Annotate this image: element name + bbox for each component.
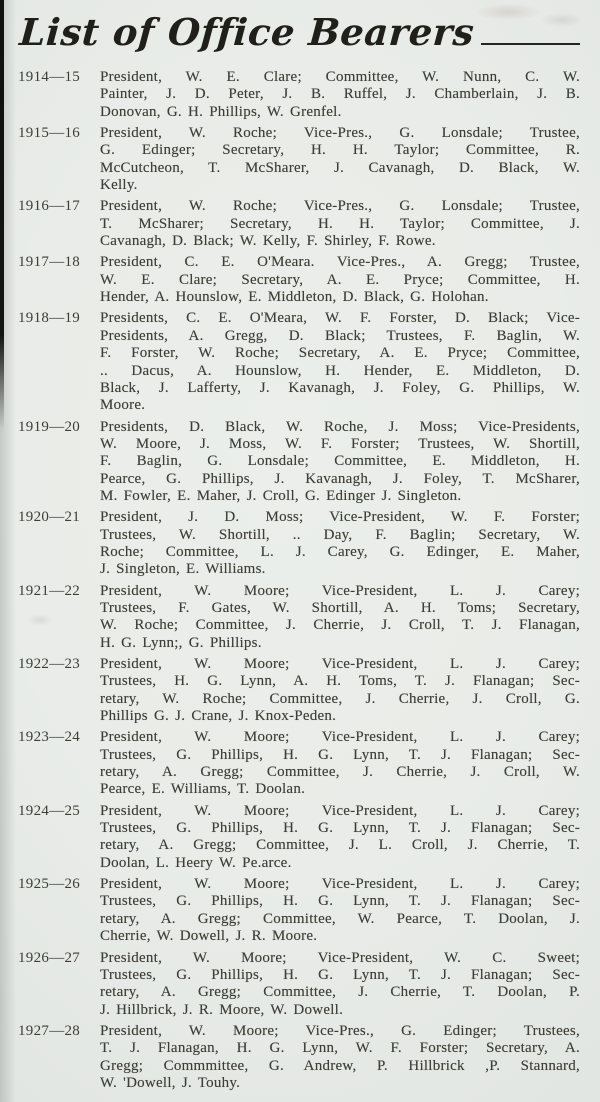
office-bearers-entry xyxy=(18,310,580,414)
entry-line: M. Fowler, E. Maher, J. Croll, G. Edinger J. Singleton. xyxy=(100,487,462,504)
entry-text xyxy=(100,803,580,872)
entry-years: 1917—18 xyxy=(18,254,81,271)
entry-line: President, W. Moore; Vice-President, W. C. Sweet; xyxy=(100,949,580,966)
office-bearers-entry xyxy=(18,198,580,250)
entry-line: Gregg; Commmittee, G. Andrew, P. Hillbrick ,P. Stannard, xyxy=(100,1057,580,1074)
entry-years: 1925—26 xyxy=(18,876,81,893)
entry-line: McCutcheon, T. McSharer, J. Cavanagh, D. Black, W. xyxy=(100,159,580,176)
entry-text xyxy=(100,729,580,798)
entry-line: retary, W. Roche; Committee, J. Cherrie, J. Croll, G. xyxy=(100,690,580,707)
entry-line: G. Edinger; Secretary, H. H. Taylor; Committee, R. xyxy=(100,142,580,159)
entry-line: President, W. Moore; Vice-President, L. J. Carey; xyxy=(100,582,580,599)
entry-line: Trustees, G. Phillips, H. G. Lynn, T. J. Flanagan; Sec- xyxy=(100,746,580,763)
entry-line: W. Moore, J. Moss, W. F. Forster; Trustees, W. Shortill, xyxy=(100,435,580,452)
entry-years: 1920—21 xyxy=(18,509,81,526)
entry-text xyxy=(100,950,580,1019)
entry-line: Donovan, G. H. Phillips, W. Grenfel. xyxy=(100,103,342,120)
entry-line: Presidents, A. Gregg, D. Black; Trustees, F. Baglin, W. xyxy=(100,327,580,344)
entry-line: President, W. E. Clare; Committee, W. Nunn, C. W. xyxy=(100,69,580,85)
entry-years: 1922—23 xyxy=(18,656,81,672)
office-bearers-entry xyxy=(18,729,580,798)
entry-line: Trustees, F. Gates, W. Shortill, A. H. Toms; Secretary, xyxy=(100,599,580,616)
office-bearers-list xyxy=(18,69,580,1092)
entry-line: retary, A. Gregg; Committee, W. Pearce, T. Doolan, J. xyxy=(100,910,580,927)
entry-text xyxy=(100,310,580,414)
office-bearers-entry xyxy=(18,876,580,945)
entry-text xyxy=(100,1023,580,1092)
office-bearers-entry xyxy=(18,583,580,652)
entry-text xyxy=(100,656,580,725)
entry-line: J. Singleton, E. Williams. xyxy=(100,561,266,578)
entry-years: 1915—16 xyxy=(18,125,81,142)
entry-line: President, W. Moore; Vice-Pres., G. Edinger; Trustees, xyxy=(100,1022,580,1039)
entry-line: F. Forster, W. Roche; Secretary, A. E. Pryce; Committee, xyxy=(100,345,580,362)
entry-text xyxy=(100,583,580,652)
entry-line: .. Dacus, A. Hounslow, H. Hender, E. Middleton, D. xyxy=(100,362,580,379)
page-header xyxy=(18,9,580,56)
entry-text xyxy=(100,125,580,194)
entry-line: President, W. Roche; Vice-Pres., G. Lonsdale; Trustee, xyxy=(100,125,580,142)
entry-line: President, W. Roche; Vice-Pres., G. Lonsdale; Trustee, xyxy=(100,198,580,215)
entry-line: T. J. Flanagan, H. G. Lynn, W. F. Forster; Secretary, A. xyxy=(100,1040,580,1057)
office-bearers-entry xyxy=(18,1023,580,1092)
entry-line: retary, A. Gregg; Committee, J. L. Croll, J. Cherrie, T. xyxy=(100,837,580,854)
entry-years: 1926—27 xyxy=(18,949,81,966)
entry-years: 1923—24 xyxy=(18,729,81,746)
entry-line: Trustees, G. Phillips, H. G. Lynn, T. J. Flanagan; Sec- xyxy=(100,820,580,837)
office-bearers-entry xyxy=(18,803,580,872)
entry-line: F. Baglin, G. Lonsdale; Committee, E. Middleton, H. xyxy=(100,453,580,470)
entry-line: Kelly. xyxy=(100,177,138,194)
entry-line: Doolan, L. Heery W. Pe.arce. xyxy=(100,854,292,871)
page-title: List of Office Bearers xyxy=(18,10,476,54)
entry-line: Presidents, D. Black, W. Roche, J. Moss; Vice-Presidents, xyxy=(100,418,580,435)
entry-line: Trustees, W. Shortill, .. Day, F. Baglin; Secretary, W. xyxy=(100,526,580,543)
entry-line: T. McSharer; Secretary, H. H. Taylor; Committee, J. xyxy=(100,215,580,232)
title-underline-rule xyxy=(481,43,580,45)
entry-years: 1919—20 xyxy=(18,418,81,435)
entry-line: W. Roche; Committee, J. Cherrie, J. Croll, T. J. Flanagan, xyxy=(100,617,580,634)
entry-line: J. Hillbrick, J. R. Moore, W. Dowell. xyxy=(100,1001,344,1018)
entry-line: Trustees, G. Phillips, H. G. Lynn, T. J. Flanagan; Sec- xyxy=(100,893,580,910)
entry-line: Roche; Committee, L. J. Carey, G. Edinger, E. Maher, xyxy=(100,543,580,560)
entry-years: 1927—28 xyxy=(18,1022,81,1039)
entry-text xyxy=(100,509,580,578)
entry-line: President, W. Moore; Vice-President, L. J. Carey; xyxy=(100,802,580,819)
entry-line: Black, J. Lafferty, J. Kavanagh, J. Foley, G. Phillips, W. xyxy=(100,379,580,396)
entry-line: retary, A. Gregg; Committee, J. Cherrie, T. Doolan, P. xyxy=(100,984,580,1001)
entry-line: Cavanagh, D. Black; W. Kelly, F. Shirley, F. Rowe. xyxy=(100,233,436,250)
entry-years: 1924—25 xyxy=(18,802,81,819)
entry-text xyxy=(100,69,580,121)
office-bearers-entry xyxy=(18,254,580,306)
entry-line: Hender, A. Hounslow, E. Middleton, D. Black, G. Holohan. xyxy=(100,289,489,306)
entry-text xyxy=(100,876,580,945)
entry-line: Pearce, E. Williams, T. Doolan. xyxy=(100,781,306,798)
entry-text xyxy=(100,419,580,506)
entry-text xyxy=(100,254,580,306)
entry-line: President, C. E. O'Meara. Vice-Pres., A. Gregg; Trustee, xyxy=(100,254,580,271)
office-bearers-entry xyxy=(18,656,580,725)
office-bearers-entry xyxy=(18,69,580,121)
entry-line: President, W. Moore; Vice-President, L. J. Carey; xyxy=(100,876,580,893)
entry-line: W. 'Dowell, J. Touhy. xyxy=(100,1074,241,1091)
entry-line: President, W. Moore; Vice-President, L. J. Carey; xyxy=(100,656,580,672)
entry-line: Phillips G. J. Crane, J. Knox-Peden. xyxy=(100,708,337,725)
office-bearers-entry xyxy=(18,509,580,578)
office-bearers-entry xyxy=(18,950,580,1019)
entry-line: H. G. Lynn;, G. Phillips. xyxy=(100,634,262,651)
office-bearers-entry xyxy=(18,125,580,194)
entry-line: Presidents, C. E. O'Meara, W. F. Forster, D. Black; Vice- xyxy=(100,310,580,327)
entry-years: 1916—17 xyxy=(18,198,81,215)
entry-line: President, W. Moore; Vice-President, L. J. Carey; xyxy=(100,729,580,746)
entry-line: Painter, J. D. Peter, J. B. Ruffel, J. Chamberlain, J. B. xyxy=(100,86,580,103)
entry-text xyxy=(100,198,580,250)
entry-line: Moore. xyxy=(100,397,146,414)
entry-line: Cherrie, W. Dowell, J. R. Moore. xyxy=(100,928,318,945)
entry-line: W. E. Clare; Secretary, A. E. Pryce; Committee, H. xyxy=(100,271,580,288)
entry-years: 1921—22 xyxy=(18,582,81,599)
entry-line: Trustees, H. G. Lynn, A. H. Toms, T. J. Flanagan; Sec- xyxy=(100,673,580,690)
entry-line: Trustees, G. Phillips, H. G. Lynn, T. J. Flanagan; Sec- xyxy=(100,966,580,983)
entry-years: 1918—19 xyxy=(18,310,81,327)
office-bearers-entry xyxy=(18,419,580,506)
entry-line: retary, A. Gregg; Committee, J. Cherrie, J. Croll, W. xyxy=(100,764,580,781)
entry-years: 1914—15 xyxy=(18,69,81,85)
entry-line: President, J. D. Moss; Vice-President, W. F. Forster; xyxy=(100,509,580,526)
entry-line: Pearce, G. Phillips, J. Kavanagh, J. Foley, T. McSharer, xyxy=(100,470,580,487)
